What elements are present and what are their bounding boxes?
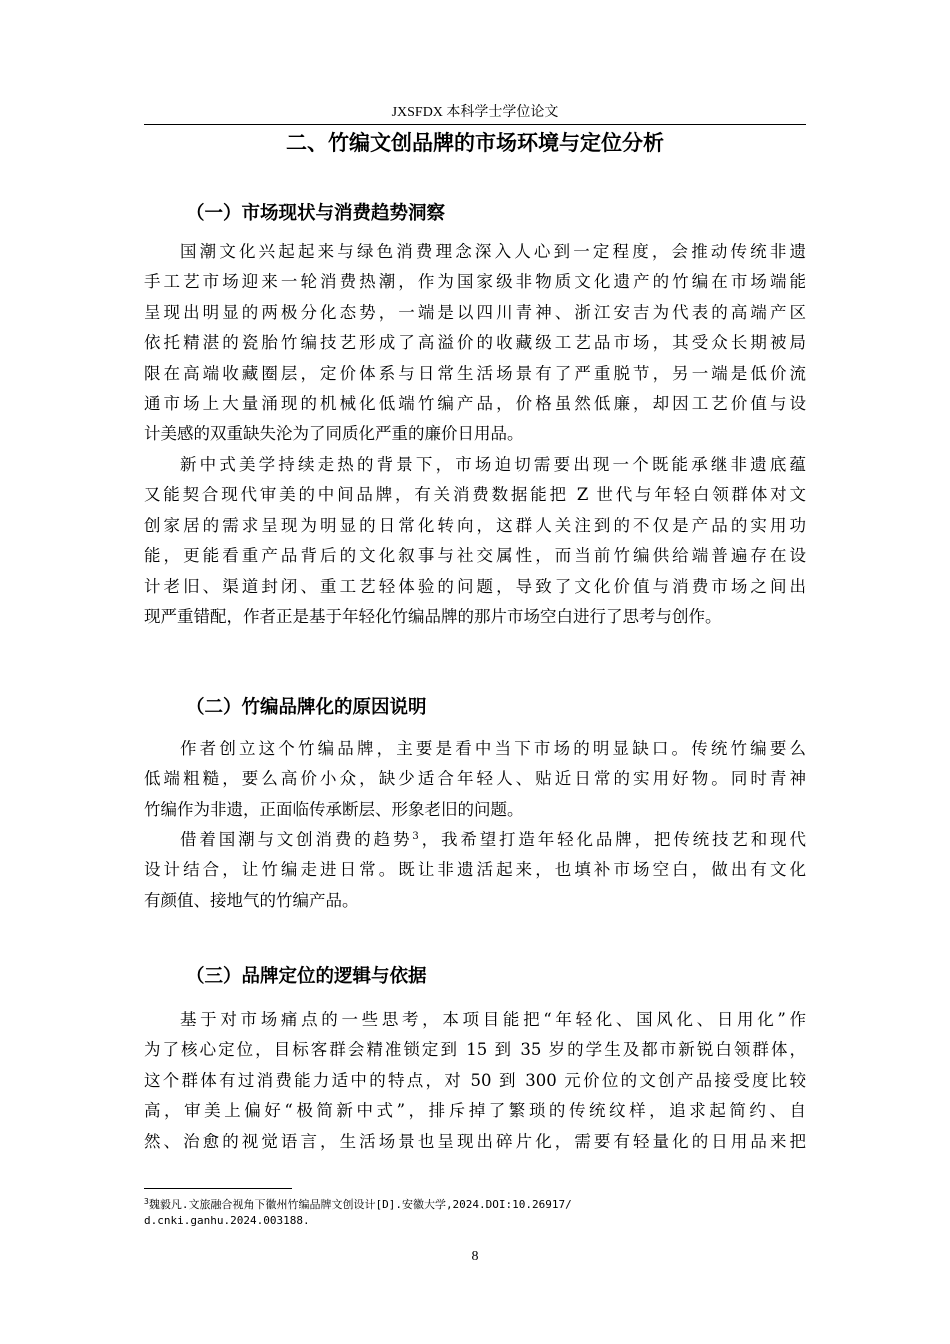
- paragraph-1-2: [144, 450, 806, 632]
- text-line: 然、治愈的视觉语言，生活场景也呈现出碎片化，需要有轻量化的日用品来把: [144, 1131, 806, 1151]
- text-line: 手工艺市场迎来一轮消费热潮，作为国家级非物质文化遗产的竹编在市场端能: [144, 272, 806, 292]
- text-line: 能，更能看重产品背后的文化叙事与社交属性，而当前竹编供给端普遍存在设: [144, 546, 806, 566]
- text-line: 通市场上大量涌现的机械化低端竹编产品，价格虽然低廉，却因工艺价值与设: [144, 393, 806, 413]
- text-line: 作者创立这个竹编品牌，主要是看中当下市场的明显缺口。传统竹编要么: [180, 739, 806, 758]
- text-line: 呈现出明显的两极分化态势，一端是以四川青神、浙江安吉为代表的高端产区: [144, 302, 806, 322]
- text-segment: 借着国潮与文创消费的趋势: [180, 830, 413, 849]
- text-line: 新中式美学持续走热的背景下，市场迫切需要出现一个既能承继非遗底蕴: [180, 455, 806, 474]
- footnote-rule: [144, 1188, 292, 1189]
- text-line: 竹编作为非遗，正面临传承断层、形象老旧的问题。: [144, 799, 524, 819]
- footnote-marker: 3: [144, 1197, 149, 1206]
- text-line: [144, 825, 806, 855]
- text-line: 现严重错配，作者正是基于年轻化竹编品牌的那片市场空白进行了思考与创作。: [144, 606, 722, 626]
- section-heading-1: （一）市场现状与消费趋势洞察: [186, 203, 446, 224]
- text-line: 有颜值、接地气的竹编产品。: [144, 890, 359, 910]
- paragraph-1-1: [144, 237, 806, 450]
- text-line: 又能契合现代审美的中间品牌，有关消费数据能把 Z 世代与年轻白领群体对文: [144, 485, 806, 505]
- header-rule: [144, 124, 806, 125]
- text-line: 为了核心定位，目标客群会精准锁定到 15 到 35 岁的学生及都市新锐白领群体，: [144, 1040, 806, 1060]
- page-number: 8: [471, 1249, 479, 1264]
- footnote: [144, 1197, 684, 1229]
- text-line: 设计结合，让竹编走进日常。既让非遗活起来，也填补市场空白，做出有文化: [144, 860, 806, 880]
- text-segment: ，我希望打造年轻化品牌，把传统技艺和现代: [418, 830, 806, 849]
- footnote-text: 魏毅凡.文旅融合视角下徽州竹编品牌文创设计[D].安徽大学,2024.DOI:10.26917/: [148, 1198, 572, 1211]
- text-line: 计老旧、渠道封闭、重工艺轻体验的问题，导致了文化价值与消费市场之间出: [144, 576, 806, 596]
- paragraph-3-1: [144, 1005, 806, 1157]
- paragraph-2-2: [144, 825, 806, 916]
- section-heading-3: （三）品牌定位的逻辑与依据: [186, 966, 427, 987]
- text-line: 基于对市场痛点的一些思考，本项目能把“年轻化、国风化、日用化”作: [180, 1010, 806, 1029]
- text-line: 高，审美上偏好“极简新中式”，排斥掉了繁琐的传统纹样，追求起简约、自: [144, 1101, 806, 1121]
- footnote-line: d.cnki.ganhu.2024.003188.: [144, 1214, 310, 1227]
- chapter-title: 二、竹编文创品牌的市场环境与定位分析: [286, 131, 664, 155]
- text-line: 低端粗糙，要么高价小众，缺少适合年轻人、贴近日常的实用好物。同时青神: [144, 769, 806, 789]
- text-line: 国潮文化兴起起来与绿色消费理念深入人心到一定程度，会推动传统非遗: [180, 242, 806, 261]
- footnote-line: [144, 1197, 684, 1213]
- text-line: 限在高端收藏圈层，定价体系与日常生活场景有了严重脱节，另一端是低价流: [144, 363, 806, 383]
- section-heading-2: （二）竹编品牌化的原因说明: [186, 697, 427, 718]
- text-line: 创家居的需求呈现为明显的日常化转向，这群人关注到的不仅是产品的实用功: [144, 515, 806, 535]
- text-line: 这个群体有过消费能力适中的特点，对 50 到 300 元价位的文创产品接受度比较: [144, 1070, 806, 1090]
- footnote-reference: 3: [412, 831, 419, 842]
- running-header: JXSFDX 本科学士学位论文: [391, 105, 559, 120]
- paragraph-2-1: [144, 734, 806, 825]
- text-line: 计美感的双重缺失沦为了同质化严重的廉价日用品。: [144, 424, 524, 444]
- text-line: 依托精湛的瓷胎竹编技艺形成了高溢价的收藏级工艺品市场，其受众长期被局: [144, 333, 806, 353]
